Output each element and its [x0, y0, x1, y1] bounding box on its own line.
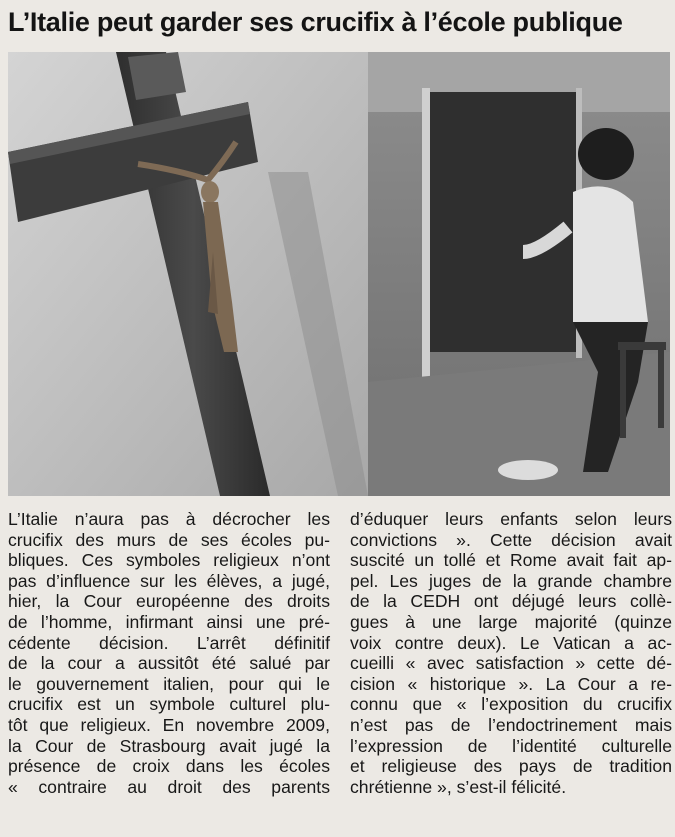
body-line: suscité un tollé et Rome avait fait ap- [350, 550, 672, 571]
body-line: cision « historique ». La Cour a re- [350, 673, 672, 694]
body-line: cédente décision. L’arrêt définitif [8, 632, 330, 653]
body-line: de l’homme, infirmant ainsi une pré- [8, 611, 330, 632]
body-line: d’éduquer leurs enfants selon leurs [350, 509, 672, 529]
body-line: pas d’influence sur les élèves, a jugé, [8, 570, 330, 591]
article-photo [8, 52, 670, 496]
crucifix-classroom-image [8, 52, 670, 496]
body-line: gues à une large majorité (quinze [350, 611, 672, 632]
body-line: hier, la Cour européenne des droits [8, 591, 330, 612]
body-line: crucifix des murs de ses écoles pu- [8, 529, 330, 550]
body-line: n’est pas de l’endoctrinement mais [350, 714, 672, 735]
body-line: convictions ». Cette décision avait [350, 529, 672, 550]
body-line: présence de croix dans les écoles [8, 756, 330, 777]
body-line: le gouvernement italien, pour qui le [8, 673, 330, 694]
body-line: chrétienne », s’est-il félicité. [350, 776, 567, 797]
body-line: L’Italie n’aura pas à décrocher les [8, 509, 330, 529]
body-line: de la CEDH ont déjugé leurs collè- [350, 591, 672, 612]
article-body-left-column [8, 509, 330, 797]
article-headline: L’Italie peut garder ses crucifix à l’école publique [8, 7, 623, 37]
body-line: « contraire au droit des parents [8, 776, 330, 797]
body-line: voix contre deux). Le Vatican a ac- [350, 632, 672, 653]
blackboard [428, 92, 578, 352]
article-body-right-column [350, 509, 672, 797]
body-line: de la cour a aussitôt été salué par [8, 653, 330, 674]
body-line: crucifix est un symbole culturel plu- [8, 694, 330, 715]
body-line: connu que « l’exposition du crucifix [350, 694, 672, 715]
body-line: tôt que religieux. En novembre 2009, [8, 714, 330, 735]
body-line: la Cour de Strasbourg avait jugé la [8, 735, 330, 756]
body-line: l’expression de l’identité culturelle [350, 735, 672, 756]
body-line: pel. Les juges de la grande chambre [350, 570, 672, 591]
body-line: cueilli « avec satisfaction » cette dé- [350, 653, 672, 674]
body-line: et religieuse des pays de tradition [350, 756, 672, 777]
body-line: bliques. Ces symboles religieux n’ont [8, 550, 330, 571]
